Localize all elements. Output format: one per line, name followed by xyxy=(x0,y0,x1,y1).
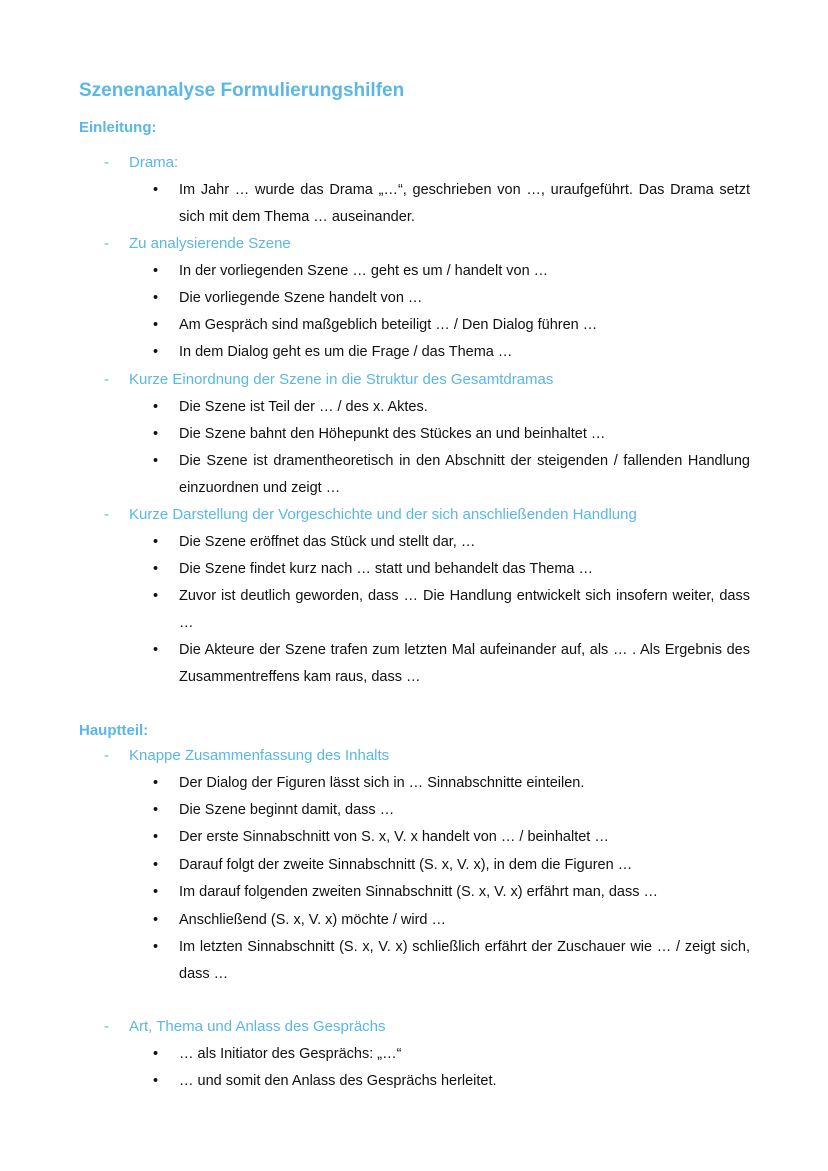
bullet-marker: • xyxy=(153,426,159,442)
list-item xyxy=(153,583,750,637)
list-item xyxy=(153,907,750,934)
list-item-text: Die Szene ist Teil der … / des x. Aktes. xyxy=(179,399,428,415)
subheading-label: Knappe Zusammenfassung des Inhalts xyxy=(129,747,390,764)
list-item-text: Im letzten Sinnabschnitt (S. x, V. x) schließlich erfährt der Zuschauer wie … / zeigt sich, dass … xyxy=(179,939,750,982)
list-item xyxy=(153,421,750,448)
dash-marker: - xyxy=(104,506,109,523)
list-item-text: Die Akteure der Szene trafen zum letzten Mal aufeinander auf, als … . Als Ergebnis des Zusammentreffens kam raus, dass … xyxy=(179,642,750,685)
subheading-einordnung xyxy=(104,370,553,390)
dash-marker: - xyxy=(104,371,109,388)
list-item-text: Der erste Sinnabschnitt von S. x, V. x handelt von … / beinhaltet … xyxy=(179,829,609,845)
list-item-text: Zuvor ist deutlich geworden, dass … Die Handlung entwickelt sich insofern weiter, dass … xyxy=(179,588,750,631)
list-item xyxy=(153,312,750,339)
list-item xyxy=(153,770,750,797)
bullet-marker: • xyxy=(153,829,159,845)
list-item xyxy=(153,637,750,691)
bullet-marker: • xyxy=(153,1046,159,1062)
bullet-marker: • xyxy=(153,1073,159,1089)
bullet-marker: • xyxy=(153,344,159,360)
bullet-marker: • xyxy=(153,912,159,928)
bullet-marker: • xyxy=(153,884,159,900)
section-heading-einleitung: Einleitung: xyxy=(79,119,157,136)
list-item-text: … und somit den Anlass des Gesprächs herleitet. xyxy=(179,1073,497,1089)
list-item xyxy=(153,258,750,285)
list-item xyxy=(153,797,750,824)
subheading-drama xyxy=(104,153,178,173)
list-item-text: In der vorliegenden Szene … geht es um / handelt von … xyxy=(179,263,549,279)
dash-marker: - xyxy=(104,235,109,252)
list-item-text: Darauf folgt der zweite Sinnabschnitt (S. x, V. x), in dem die Figuren … xyxy=(179,857,633,873)
list-item xyxy=(153,879,750,906)
subheading-vorgeschichte xyxy=(104,505,637,525)
subheading-zusammenfassung xyxy=(104,746,389,766)
bullet-marker: • xyxy=(153,588,159,604)
subheading-label: Kurze Einordnung der Szene in die Struktur des Gesamtdramas xyxy=(129,371,554,388)
list-item xyxy=(153,824,750,851)
list-item xyxy=(153,852,750,879)
dash-marker: - xyxy=(104,154,109,171)
bullet-marker: • xyxy=(153,775,159,791)
bullet-marker: • xyxy=(153,561,159,577)
list-item-text: … als Initiator des Gesprächs: „…“ xyxy=(179,1046,402,1062)
list-item xyxy=(153,529,750,556)
list-item xyxy=(153,448,750,502)
subheading-label: Art, Thema und Anlass des Gesprächs xyxy=(129,1018,386,1035)
list-item xyxy=(153,1068,750,1095)
bullet-marker: • xyxy=(153,802,159,818)
subheading-zu-analysierende-szene xyxy=(104,234,291,254)
list-item-text: Im Jahr … wurde das Drama „…“, geschrieben von …, uraufgeführt. Das Drama setzt sich mit dem Thema … auseinander. xyxy=(179,182,750,225)
list-item xyxy=(153,934,750,988)
bullet-marker: • xyxy=(153,857,159,873)
list-item-text: In dem Dialog geht es um die Frage / das Thema … xyxy=(179,344,513,360)
list-item-text: Die Szene eröffnet das Stück und stellt dar, … xyxy=(179,534,476,550)
list-item-text: Der Dialog der Figuren lässt sich in … Sinnabschnitte einteilen. xyxy=(179,775,585,791)
list-item-text: Die Szene findet kurz nach … statt und behandelt das Thema … xyxy=(179,561,594,577)
bullet-marker: • xyxy=(153,534,159,550)
list-item xyxy=(153,394,750,421)
list-item xyxy=(153,285,750,312)
list-item xyxy=(153,556,750,583)
bullet-marker: • xyxy=(153,642,159,658)
dash-marker: - xyxy=(104,747,109,764)
subheading-art-thema-anlass xyxy=(104,1017,386,1037)
bullet-marker: • xyxy=(153,290,159,306)
list-item-text: Die Szene ist dramentheoretisch in den Abschnitt der steigenden / fallenden Handlung einzuordnen und zeigt … xyxy=(179,453,750,496)
bullet-marker: • xyxy=(153,263,159,279)
list-item-text: Die Szene beginnt damit, dass … xyxy=(179,802,395,818)
list-item-text: Am Gespräch sind maßgeblich beteiligt … / Den Dialog führen … xyxy=(179,317,598,333)
page-title: Szenenanalyse Formulierungshilfen xyxy=(79,80,405,101)
subheading-label: Kurze Darstellung der Vorgeschichte und der sich anschließenden Handlung xyxy=(129,506,637,523)
bullet-marker: • xyxy=(153,182,159,198)
bullet-marker: • xyxy=(153,453,159,469)
bullet-marker: • xyxy=(153,317,159,333)
section-heading-hauptteil: Hauptteil: xyxy=(79,722,149,739)
dash-marker: - xyxy=(104,1018,109,1035)
list-item xyxy=(153,177,750,231)
bullet-marker: • xyxy=(153,939,159,955)
list-item xyxy=(153,1041,750,1068)
subheading-label: Drama: xyxy=(129,154,179,171)
list-item-text: Die Szene bahnt den Höhepunkt des Stückes an und beinhaltet … xyxy=(179,426,606,442)
bullet-marker: • xyxy=(153,399,159,415)
list-item-text: Im darauf folgenden zweiten Sinnabschnitt (S. x, V. x) erfährt man, dass … xyxy=(179,884,659,900)
list-item xyxy=(153,339,750,366)
list-item-text: Anschließend (S. x, V. x) möchte / wird … xyxy=(179,912,447,928)
subheading-label: Zu analysierende Szene xyxy=(129,235,291,252)
list-item-text: Die vorliegende Szene handelt von … xyxy=(179,290,423,306)
